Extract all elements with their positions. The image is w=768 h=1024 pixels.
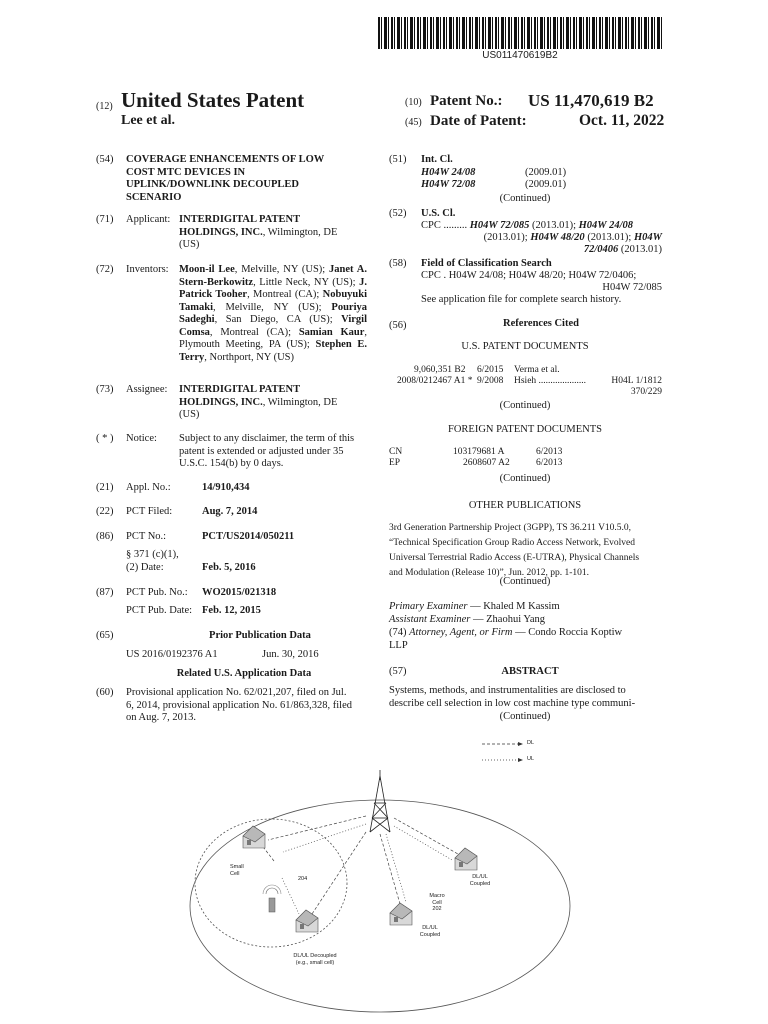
pub-date: Feb. 12, 2015 [202, 605, 261, 616]
link-dl-top-right [394, 818, 458, 854]
legend-ul-arrow [518, 758, 523, 762]
uscl-label: U.S. Cl. [421, 208, 456, 219]
us-doc-1-name: Verma et al. [514, 365, 560, 375]
barcode-number: US011470619B2 [482, 50, 558, 61]
date-of-patent: Oct. 11, 2022 [579, 112, 665, 129]
legend [482, 742, 523, 762]
network-figure [0, 728, 768, 1018]
link-ul-bottom [386, 834, 406, 902]
foreign-doc-2-date: 6/2013 [536, 458, 563, 468]
small-cell-antenna-icon [263, 885, 281, 912]
intcl-continued: (Continued) [499, 193, 551, 204]
pct-filed-date: Aug. 7, 2014 [202, 506, 258, 517]
us-doc-2-no: 2008/0212467 A1 * [397, 376, 473, 386]
patent-no-code: (10) [405, 97, 422, 108]
cpc-line-3: 72/0406 (2013.01) [583, 244, 662, 255]
pub-no-code: (87) [96, 587, 114, 598]
s371-label: § 371 (c)(1), (2) Date: [126, 549, 179, 573]
date-code: (45) [405, 117, 422, 128]
intcl-date-2: (2009.01) [525, 179, 567, 190]
assignee-label: Assignee: [126, 384, 168, 395]
s371-date: Feb. 5, 2016 [202, 562, 256, 573]
house-icon-top-right [455, 848, 477, 870]
us-doc-2-name: Hsieh .................... [514, 376, 587, 386]
house-icon-decoupled [296, 910, 318, 932]
provisional-code: (60) [96, 687, 114, 698]
barcode [378, 17, 662, 49]
uscl-code: (52) [389, 208, 407, 219]
us-docs-continued: (Continued) [499, 400, 551, 411]
house-icon-bottom [390, 903, 412, 925]
legend-dl-label: DL [527, 740, 535, 746]
link-ul-decoupled [282, 878, 299, 914]
field-line-1: CPC . H04W 24/08; H04W 48/20; H04W 72/0406; [421, 270, 637, 281]
foreign-doc-2-country: EP [389, 458, 401, 468]
small-cell-label: Small Cell [230, 864, 244, 877]
attorney-line-2: LLP [389, 640, 408, 651]
abstract-heading: ABSTRACT [501, 666, 559, 677]
other-publications-heading: OTHER PUBLICATIONS [468, 500, 582, 511]
house-icon-small-cell [243, 826, 265, 848]
prior-publication-date: Jun. 30, 2016 [262, 649, 319, 660]
other-continued: (Continued) [499, 576, 551, 587]
intcl-date-1: (2009.01) [525, 167, 567, 178]
applicant-label: Applicant: [126, 214, 171, 225]
us-doc-1-no: 9,060,351 B2 [414, 365, 466, 375]
us-doc-2-date: 9/2008 [477, 376, 504, 386]
pub-no-label: PCT Pub. No.: [126, 587, 188, 598]
label-204: 204 [298, 876, 308, 882]
refs-code: (56) [389, 320, 407, 331]
appl-number: 14/910,434 [202, 482, 250, 493]
legend-ul-label: UL [527, 756, 535, 762]
us-documents-heading: U.S. PATENT DOCUMENTS [461, 341, 589, 352]
date-label: Date of Patent: [430, 113, 527, 129]
pub-date-label: PCT Pub. Date: [126, 605, 193, 616]
attorney: (74) Attorney, Agent, or Firm — Condo Roccia Koptiw [389, 627, 623, 638]
link-ul-top-right [394, 826, 452, 860]
inventors-code: (72) [96, 264, 114, 275]
foreign-docs-continued: (Continued) [499, 473, 551, 484]
assignee-code: (73) [96, 384, 114, 395]
notice-code: ( * ) [96, 433, 114, 444]
pub-number: WO2015/021318 [202, 587, 277, 598]
applicant: INTERDIGITAL PATENT HOLDINGS, INC., Wilmington, DE (US) [179, 214, 338, 250]
foreign-doc-2-no: 2608607 A2 [463, 458, 510, 468]
us-doc-1-date: 6/2015 [477, 365, 504, 375]
patent-no-label: Patent No.: [430, 93, 503, 109]
patent-number: US 11,470,619 B2 [528, 91, 654, 110]
references-heading: References Cited [503, 318, 579, 329]
foreign-doc-1-no: 103179681 A [453, 447, 505, 457]
field-line-3: See application file for complete search history. [421, 294, 622, 305]
pct-no-code: (86) [96, 531, 114, 542]
macro-cell-label: Macro Cell 202 [429, 893, 445, 912]
cpc-line-1: CPC ......... H04W 72/085 (2013.01); H04W 24/08 [421, 220, 633, 231]
pct-filed-label: PCT Filed: [126, 506, 173, 517]
intcl-code-2: H04W 72/08 [421, 179, 476, 190]
foreign-documents-heading: FOREIGN PATENT DOCUMENTS [447, 424, 603, 435]
inventors-label: Inventors: [126, 264, 169, 275]
authors: Lee et al. [121, 113, 176, 128]
link-ul-small-cell-top [283, 824, 366, 852]
assistant-examiner: Assistant Examiner — Zhaohui Yang [389, 614, 546, 625]
intcl-code: (51) [389, 154, 407, 165]
coupled-bottom-label: DL/UL Coupled [419, 925, 441, 938]
decoupled-label: DL/UL Decoupled (e.g., small cell) [293, 953, 337, 966]
pct-filed-code: (22) [96, 506, 114, 517]
pct-no-label: PCT No.: [126, 531, 167, 542]
legend-dl-arrow [518, 742, 523, 746]
link-dl-decoupled [312, 832, 366, 914]
title-code: (54) [96, 154, 114, 165]
appl-label: Appl. No.: [126, 482, 171, 493]
notice-label: Notice: [126, 433, 157, 444]
us-doc-2-class-extra: 370/229 [630, 387, 662, 397]
foreign-doc-1-country: CN [389, 447, 403, 457]
related-data-heading: Related U.S. Application Data [176, 668, 312, 679]
link-dl-bottom [380, 834, 400, 904]
prior-code: (65) [96, 630, 114, 641]
appl-code: (21) [96, 482, 114, 493]
abstract-continued: (Continued) [499, 711, 551, 722]
abstract-text: Systems, methods, and instrumentalities are disclosed to describe cell selection in low cost machine type communi- [389, 685, 636, 709]
other-publication: 3rd Generation Partnership Project (3GPP), TS 36.211 V10.5.0, “Technical Specification Group Radio Access Network, Evolved Universal Terrestrial Radio Access (E-UTRA), Physical Channels and Modulation (Release 10)”, Jun. 2012, pp. 1-101. [389, 523, 640, 578]
document-title: United States Patent [121, 88, 305, 112]
field-code: (58) [389, 258, 407, 269]
foreign-doc-1-date: 6/2013 [536, 447, 563, 457]
field-label: Field of Classification Search [421, 258, 552, 269]
inventors: Moon-il Lee, Melville, NY (US); Janet A. Stern-Berkowitz, Little Neck, NY (US); J. Patrick Tooher, Montreal (CA); Nobuyuki Tamaki, Melville, NY (US); Pouriya Sadeghi, San Diego, CA (US); Virgil Comsa, Montreal (CA); Samian Kaur, Plymouth Meeting, PA (US); Stephen E. Terry, Northport, NY (US) [179, 264, 368, 363]
invention-title: COVERAGE ENHANCEMENTS OF LOW COST MTC DEVICES IN UPLINK/DOWNLINK DECOUPLED SCENARIO [126, 154, 325, 203]
small-cell-boundary [195, 819, 347, 947]
prior-publication-number: US 2016/0192376 A1 [126, 649, 218, 660]
abstract-code: (57) [389, 666, 407, 677]
pct-number: PCT/US2014/050211 [202, 531, 295, 542]
intcl-label: Int. Cl. [421, 154, 453, 165]
primary-examiner: Primary Examiner — Khaled M Kassim [389, 601, 560, 612]
notice-text: Subject to any disclaimer, the term of this patent is extended or adjusted under 35 U.S.C. 154(b) by 0 days. [179, 433, 355, 469]
provisional-applications: Provisional application No. 62/021,207, filed on Jul. 6, 2014, provisional application No. 61/863,328, filed on Aug. 7, 2013. [126, 687, 353, 723]
cpc-line-2: (2013.01); H04W 48/20 (2013.01); H04W [483, 232, 662, 243]
prior-publication-heading: Prior Publication Data [209, 630, 311, 641]
assignee: INTERDIGITAL PATENT HOLDINGS, INC., Wilmington, DE (US) [179, 384, 338, 420]
field-line-2: H04W 72/085 [602, 282, 662, 293]
patent-kind-code: (12) [96, 101, 113, 112]
applicant-code: (71) [96, 214, 114, 225]
us-doc-2-class: H04L 1/1812 [611, 376, 662, 386]
coupled-top-label: DL/UL Coupled [469, 874, 491, 887]
tower-icon [370, 770, 390, 832]
intcl-code-1: H04W 24/08 [421, 167, 476, 178]
